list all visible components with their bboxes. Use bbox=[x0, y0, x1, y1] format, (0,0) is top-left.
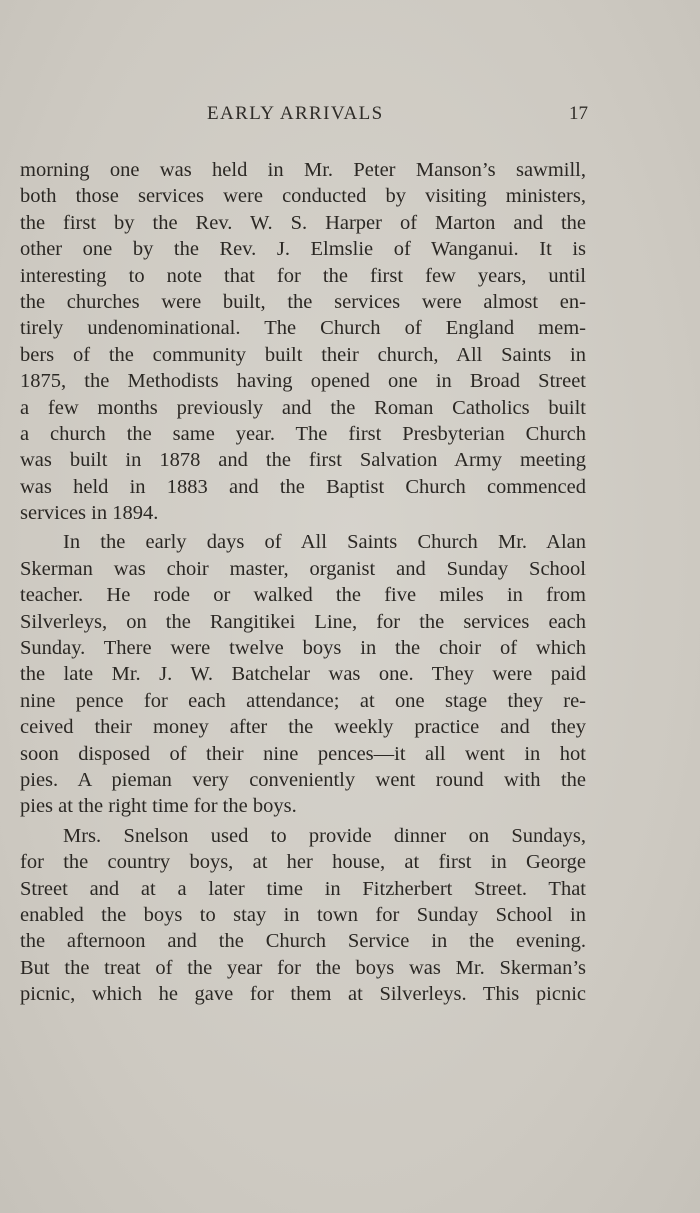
text-line: services in 1894. bbox=[20, 502, 159, 525]
text-line: was built in 1878 and the first Salvation Army meeting bbox=[20, 449, 586, 472]
paragraph-1 bbox=[20, 157, 586, 526]
text-line: bers of the community built their church, All Saints in bbox=[20, 343, 586, 366]
text-line: ceived their money after the weekly practice and they bbox=[20, 716, 586, 739]
text-line: nine pence for each attendance; at one stage they re- bbox=[20, 689, 586, 712]
text-line: morning one was held in Mr. Peter Manson’s sawmill, bbox=[20, 159, 586, 181]
text-line: the churches were built, the services were almost en- bbox=[20, 290, 586, 313]
text-line: the first by the Rev. W. S. Harper of Marton and the bbox=[20, 211, 586, 234]
text-line: both those services were conducted by visiting ministers, bbox=[20, 185, 586, 208]
text-line: In the early days of All Saints Church Mr. Alan bbox=[63, 531, 586, 554]
text-line: the late Mr. J. W. Batchelar was one. They were paid bbox=[20, 663, 586, 686]
text-line: Street and at a later time in Fitzherbert Street. That bbox=[20, 877, 586, 900]
text-line: tirely undenominational. The Church of England mem- bbox=[20, 317, 586, 340]
text-line: a church the same year. The first Presbyterian Church bbox=[20, 422, 586, 445]
text-line: pies at the right time for the boys. bbox=[20, 795, 297, 818]
text-line: Sunday. There were twelve boys in the choir of which bbox=[20, 637, 586, 660]
text-line: a few months previously and the Roman Catholics built bbox=[20, 396, 586, 419]
text-line: picnic, which he gave for them at Silverleys. This picnic bbox=[20, 983, 586, 1006]
text-line: other one by the Rev. J. Elmslie of Wanganui. It is bbox=[20, 238, 586, 261]
text-line: 1875, the Methodists having opened one in Broad Street bbox=[20, 370, 586, 393]
paragraph-3 bbox=[20, 823, 586, 1008]
text-line: But the treat of the year for the boys was Mr. Skerman’s bbox=[20, 956, 586, 979]
text-line: pies. A pieman very conveniently went round with the bbox=[20, 768, 586, 791]
page-number: 17 bbox=[569, 103, 588, 124]
paragraph-2 bbox=[20, 529, 586, 819]
body-text bbox=[20, 157, 586, 1011]
text-line: the afternoon and the Church Service in the evening. bbox=[20, 930, 586, 953]
text-line: for the country boys, at her house, at first in George bbox=[20, 851, 586, 874]
running-head bbox=[0, 103, 700, 131]
text-line: interesting to note that for the first few years, until bbox=[20, 264, 586, 287]
text-line: soon disposed of their nine pences—it all went in hot bbox=[20, 742, 586, 765]
running-title: EARLY ARRIVALS bbox=[207, 103, 384, 124]
text-line: was held in 1883 and the Baptist Church commenced bbox=[20, 475, 586, 498]
text-line: teacher. He rode or walked the five miles in from bbox=[20, 584, 586, 607]
text-line: enabled the boys to stay in town for Sunday School in bbox=[20, 903, 586, 926]
text-line: Skerman was choir master, organist and Sunday School bbox=[20, 557, 586, 580]
text-line: Mrs. Snelson used to provide dinner on Sundays, bbox=[63, 824, 586, 847]
text-line: Silverleys, on the Rangitikei Line, for the services each bbox=[20, 610, 586, 633]
